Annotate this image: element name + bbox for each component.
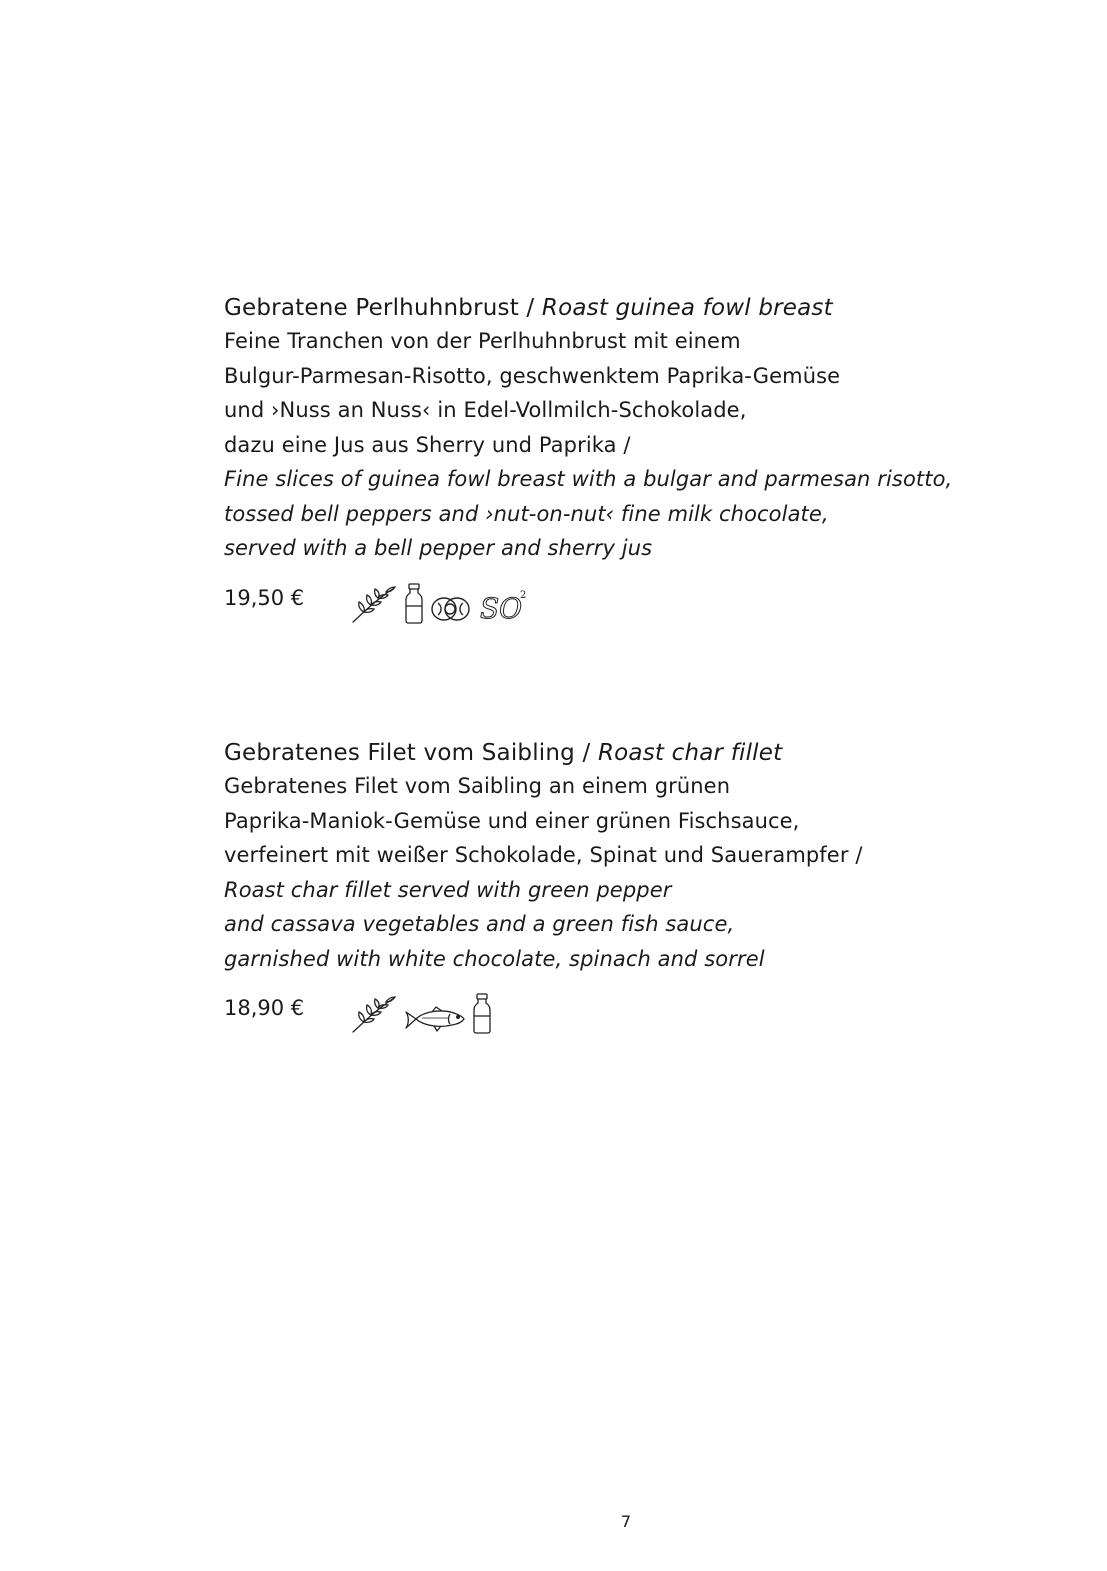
allergen-icons xyxy=(350,580,528,624)
description-en-line: Fine slices of guinea fowl breast with a bulgar and parmesan risotto, xyxy=(224,467,953,491)
description-en-line: garnished with white chocolate, spinach and sorrel xyxy=(224,946,765,971)
dish-title xyxy=(224,292,1044,324)
price: 18,90 € xyxy=(224,996,305,1020)
description-en-line: Roast char fillet served with green pepper xyxy=(224,877,672,902)
description-de-line: Bulgur-Parmesan-Risotto, geschwenktem Paprika-Gemüse xyxy=(224,363,841,388)
dish-title-en: Roast char fillet xyxy=(597,740,783,766)
price-row xyxy=(224,990,1044,1038)
description-en-line: served with a bell pepper and sherry jus xyxy=(224,536,653,560)
dish-title-en: Roast guinea fowl breast xyxy=(541,295,833,321)
price: 19,50 € xyxy=(224,585,305,610)
sulphite-subscript: 2 xyxy=(520,589,527,601)
sulphite-label: SO xyxy=(480,591,523,624)
description-de-line: Feine Tranchen von der Perlhuhnbrust mit einem xyxy=(224,329,741,353)
fish-icon xyxy=(404,1004,466,1034)
description-de-line: Gebratenes Filet vom Saibling an einem grünen xyxy=(224,774,731,798)
description-de-line: dazu eine Jus aus Sherry und Paprika / xyxy=(224,432,631,457)
milk-bottle-icon xyxy=(404,582,424,624)
wheat-icon xyxy=(350,584,398,624)
nut-icon xyxy=(430,594,472,624)
description-de-line: Paprika-Maniok-Gemüse und einer grünen Fischsauce, xyxy=(224,808,800,833)
wheat-icon xyxy=(350,994,398,1034)
dish-title xyxy=(224,737,1044,769)
dish-title-de: Gebratenes Filet vom Saibling / xyxy=(224,740,598,766)
description-en-line: tossed bell peppers and ›nut-on-nut‹ fine milk chocolate, xyxy=(224,501,829,526)
dish-title-de: Gebratene Perlhuhnbrust / xyxy=(224,295,542,321)
menu-item-char-fillet xyxy=(224,737,1044,1038)
description-de-line: und ›Nuss an Nuss‹ in Edel-Vollmilch-Schokolade, xyxy=(224,398,747,422)
sulphite-icon xyxy=(478,588,528,624)
description-de-line: verfeinert mit weißer Schokolade, Spinat und Sauerampfer / xyxy=(224,843,863,867)
description-en-line: and cassava vegetables and a green fish sauce, xyxy=(224,912,735,936)
milk-bottle-icon xyxy=(472,992,492,1034)
allergen-icons xyxy=(350,990,492,1034)
price-row xyxy=(224,580,1044,628)
menu-item-guinea-fowl xyxy=(224,292,1044,628)
page-number: 7 xyxy=(620,1512,632,1531)
